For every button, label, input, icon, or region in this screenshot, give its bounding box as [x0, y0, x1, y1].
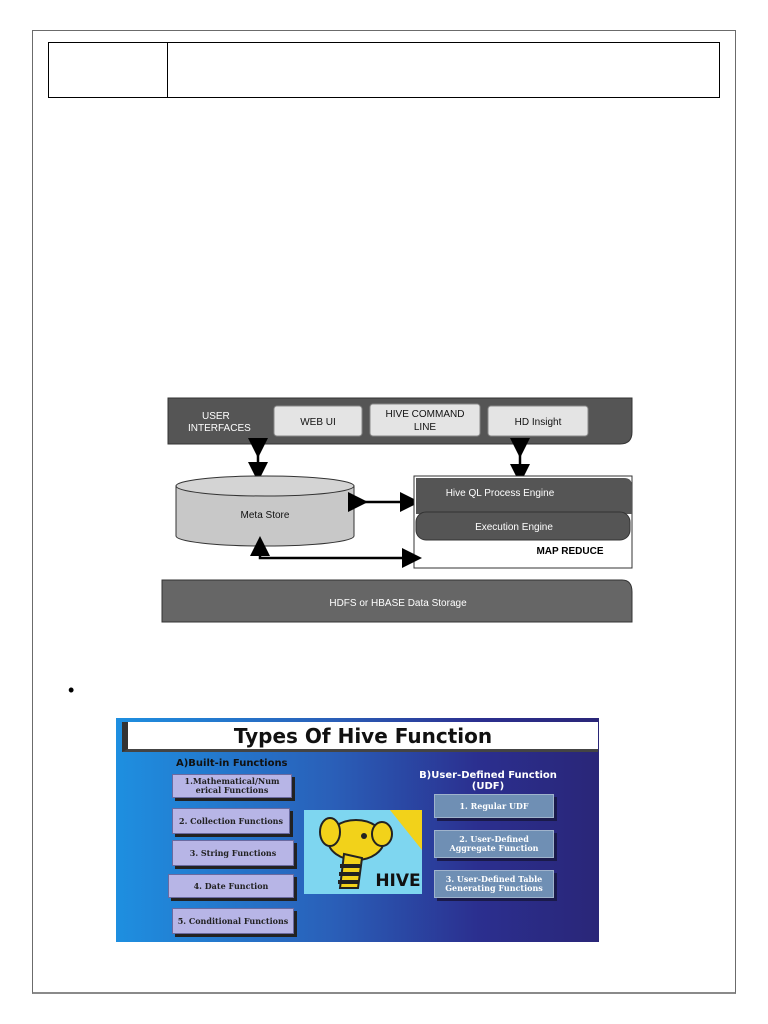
udf-heading-line2: (UDF) [471, 781, 505, 792]
udf-item-table-generating: 3. User-Defined Table Generating Functions [434, 870, 554, 898]
hive-logo [304, 810, 422, 894]
hive-logo-text: HIVE [375, 871, 421, 891]
meta-store-top [176, 476, 354, 496]
builtin-item-mathematical: 1.Mathematical/Num erical Functions [172, 774, 292, 798]
builtin-item-collection: 2. Collection Functions [172, 808, 290, 834]
header-cell-right [168, 43, 719, 97]
udf-item-aggregate: 2. User-Defined Aggregate Function [434, 830, 554, 858]
hive-command-line-label-2: LINE [413, 422, 437, 433]
map-reduce-label: MAP REDUCE [536, 546, 604, 557]
udf-item-regular: 1. Regular UDF [434, 794, 554, 818]
builtin-item-date: 4. Date Function [168, 874, 294, 898]
storage-label: HDFS or HBASE Data Storage [329, 598, 467, 609]
udf-heading-line1: B)User-Defined Function [419, 770, 557, 781]
execution-engine-label: Execution Engine [475, 522, 553, 533]
header-table [48, 42, 720, 98]
bullet-point: • [68, 680, 75, 700]
hive-ql-engine-label: Hive QL Process Engine [445, 488, 555, 499]
builtin-item-string: 3. String Functions [172, 840, 294, 866]
builtin-item-conditional: 5. Conditional Functions [172, 908, 294, 934]
meta-store-label: Meta Store [240, 510, 290, 521]
hive-command-line-label-1: HIVE COMMAND [385, 409, 465, 420]
header-cell-left [49, 43, 168, 97]
slide-title: Types Of Hive Function [122, 722, 598, 752]
user-interfaces-label: USER INTERFACES [188, 411, 251, 434]
hive-logo-icon [304, 810, 422, 894]
architecture-svg [160, 392, 642, 624]
udf-heading [398, 770, 578, 792]
hive-function-types-slide [116, 718, 599, 942]
hive-architecture-diagram [160, 392, 642, 624]
web-ui-label: WEB UI [300, 417, 336, 428]
hd-insight-label: HD Insight [514, 417, 562, 428]
arrow-metastore-mapreduce [260, 548, 412, 558]
builtin-functions-heading: A)Built-in Functions [176, 758, 288, 769]
